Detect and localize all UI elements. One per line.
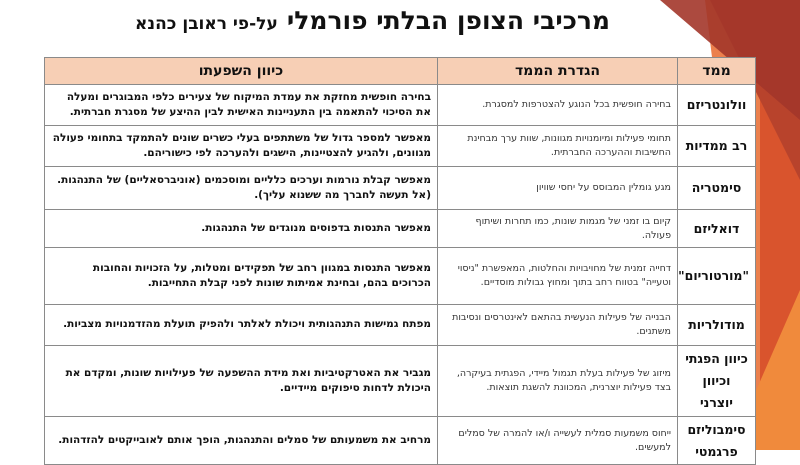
direction-cell: מאפשר התנסות במגוון רחב של תפקידים ומטלות, על הזכויות והחובות הכרוכים בהם, ובחינת אמיתות שונות לפני קבלת התחייבות.	[45, 248, 438, 305]
dimension-cell: דואליזם	[678, 210, 756, 248]
definition-cell: הבנייה של פעילות הנעשית בהתאם לאינטרסים ונסיבות משתנים.	[438, 305, 678, 346]
table-row	[45, 305, 756, 346]
table-row	[45, 346, 756, 417]
dimension-cell: "מורטוריום"	[678, 248, 756, 305]
dimension-cell: סימבוליזם פרגמטי	[678, 416, 756, 465]
dimension-cell: סימטריה	[678, 167, 756, 210]
table-row	[45, 126, 756, 167]
title-subtitle: על-פי ראובן כהנא	[135, 14, 278, 34]
table-row	[45, 167, 756, 210]
direction-cell: מאפשר התנסות בדפוסים מנוגדים של התנהגות.	[45, 210, 438, 248]
definition-cell: קיום בו זמני של מגמות שונות, כמו תחרות ושיתוף פעולה.	[438, 210, 678, 248]
dimension-cell: מודולריות	[678, 305, 756, 346]
direction-cell: מאפשר קבלת נורמות וערכים כלליים ומוסכמים (אוניברסאליים) של התנהגות. (אל תעשה לחברך מה ששנוא עליך).	[45, 167, 438, 210]
dimension-cell: רב ממדיות	[678, 126, 756, 167]
definition-cell: מגע גומלין המבוסס על יחסי שוויון	[438, 167, 678, 210]
header-definition: הגדרת הממד	[438, 58, 678, 85]
table-row	[45, 416, 756, 465]
dimension-cell: וולונטריזם	[678, 85, 756, 126]
dimension-cell: כיוון הפגתי וכיוון יוצרני	[678, 346, 756, 417]
definition-cell: תחומי פעילות ומיומנויות מגוונות, שוות ערך מבחינת החשיבות וההערכה החברתית.	[438, 126, 678, 167]
direction-cell: בחירה חופשית מחזקת את עמדת המיקוח של צעירים כלפי המבוגרים ומעלה את הסיכוי להתאמה בין התעניינות האישית לבין ההיצע של מסגרת חברתית.	[45, 85, 438, 126]
definition-cell: דחייה זמנית של מחויבויות והחלטות, המאפשרת "ניסוי וטעייה" בטווח רחב בתוך ומחוץ גבולות מוסדיים.	[438, 248, 678, 305]
direction-cell: מאפשר למספר גדול של משתתפים בעלי כשרים שונים להתמקד בתחומי פעולה מגוונים, ולהגיע להצטיינות, הישגים ולהערכה לפי כישוריהם.	[45, 126, 438, 167]
title-main: מרכיבי הצופן הבלתי פורמלי	[286, 6, 610, 35]
direction-cell: מפתח גמישות התנהגותית ויכולת לאלתר ולהפיק תועלת מהזדמנויות מצביות.	[45, 305, 438, 346]
direction-cell: מרחיב את משמעותם של סמלים והתנהגות, הופך אותם לאובייקטים להזדהות.	[45, 416, 438, 465]
direction-cell: מגביר את האטרקטיביות ואת מידת ההשפעה של פעילויות שונות, ומקדם את היכולת לדחות סיפוקים מיידיים.	[45, 346, 438, 417]
definition-cell: ייחוס משמעות סמלית לעשייה ו/או להמרה של סמלים למעשים.	[438, 416, 678, 465]
components-table	[44, 57, 756, 465]
definition-cell: בחירה חופשית בכל הנוגע להצטרפות למסגרת.	[438, 85, 678, 126]
header-direction: כיוון השפעתו	[45, 58, 438, 85]
table-header-row	[45, 58, 756, 85]
slide-title	[135, 6, 610, 35]
definition-cell: מיזוג של פעילות בעלת תגמול מיידי, הפגתית בעיקרה, בצד פעילות יוצרנית, המכוונת להשגת תוצאות.	[438, 346, 678, 417]
table-row	[45, 248, 756, 305]
table-row	[45, 210, 756, 248]
table-row	[45, 85, 756, 126]
header-dimension: ממד	[678, 58, 756, 85]
